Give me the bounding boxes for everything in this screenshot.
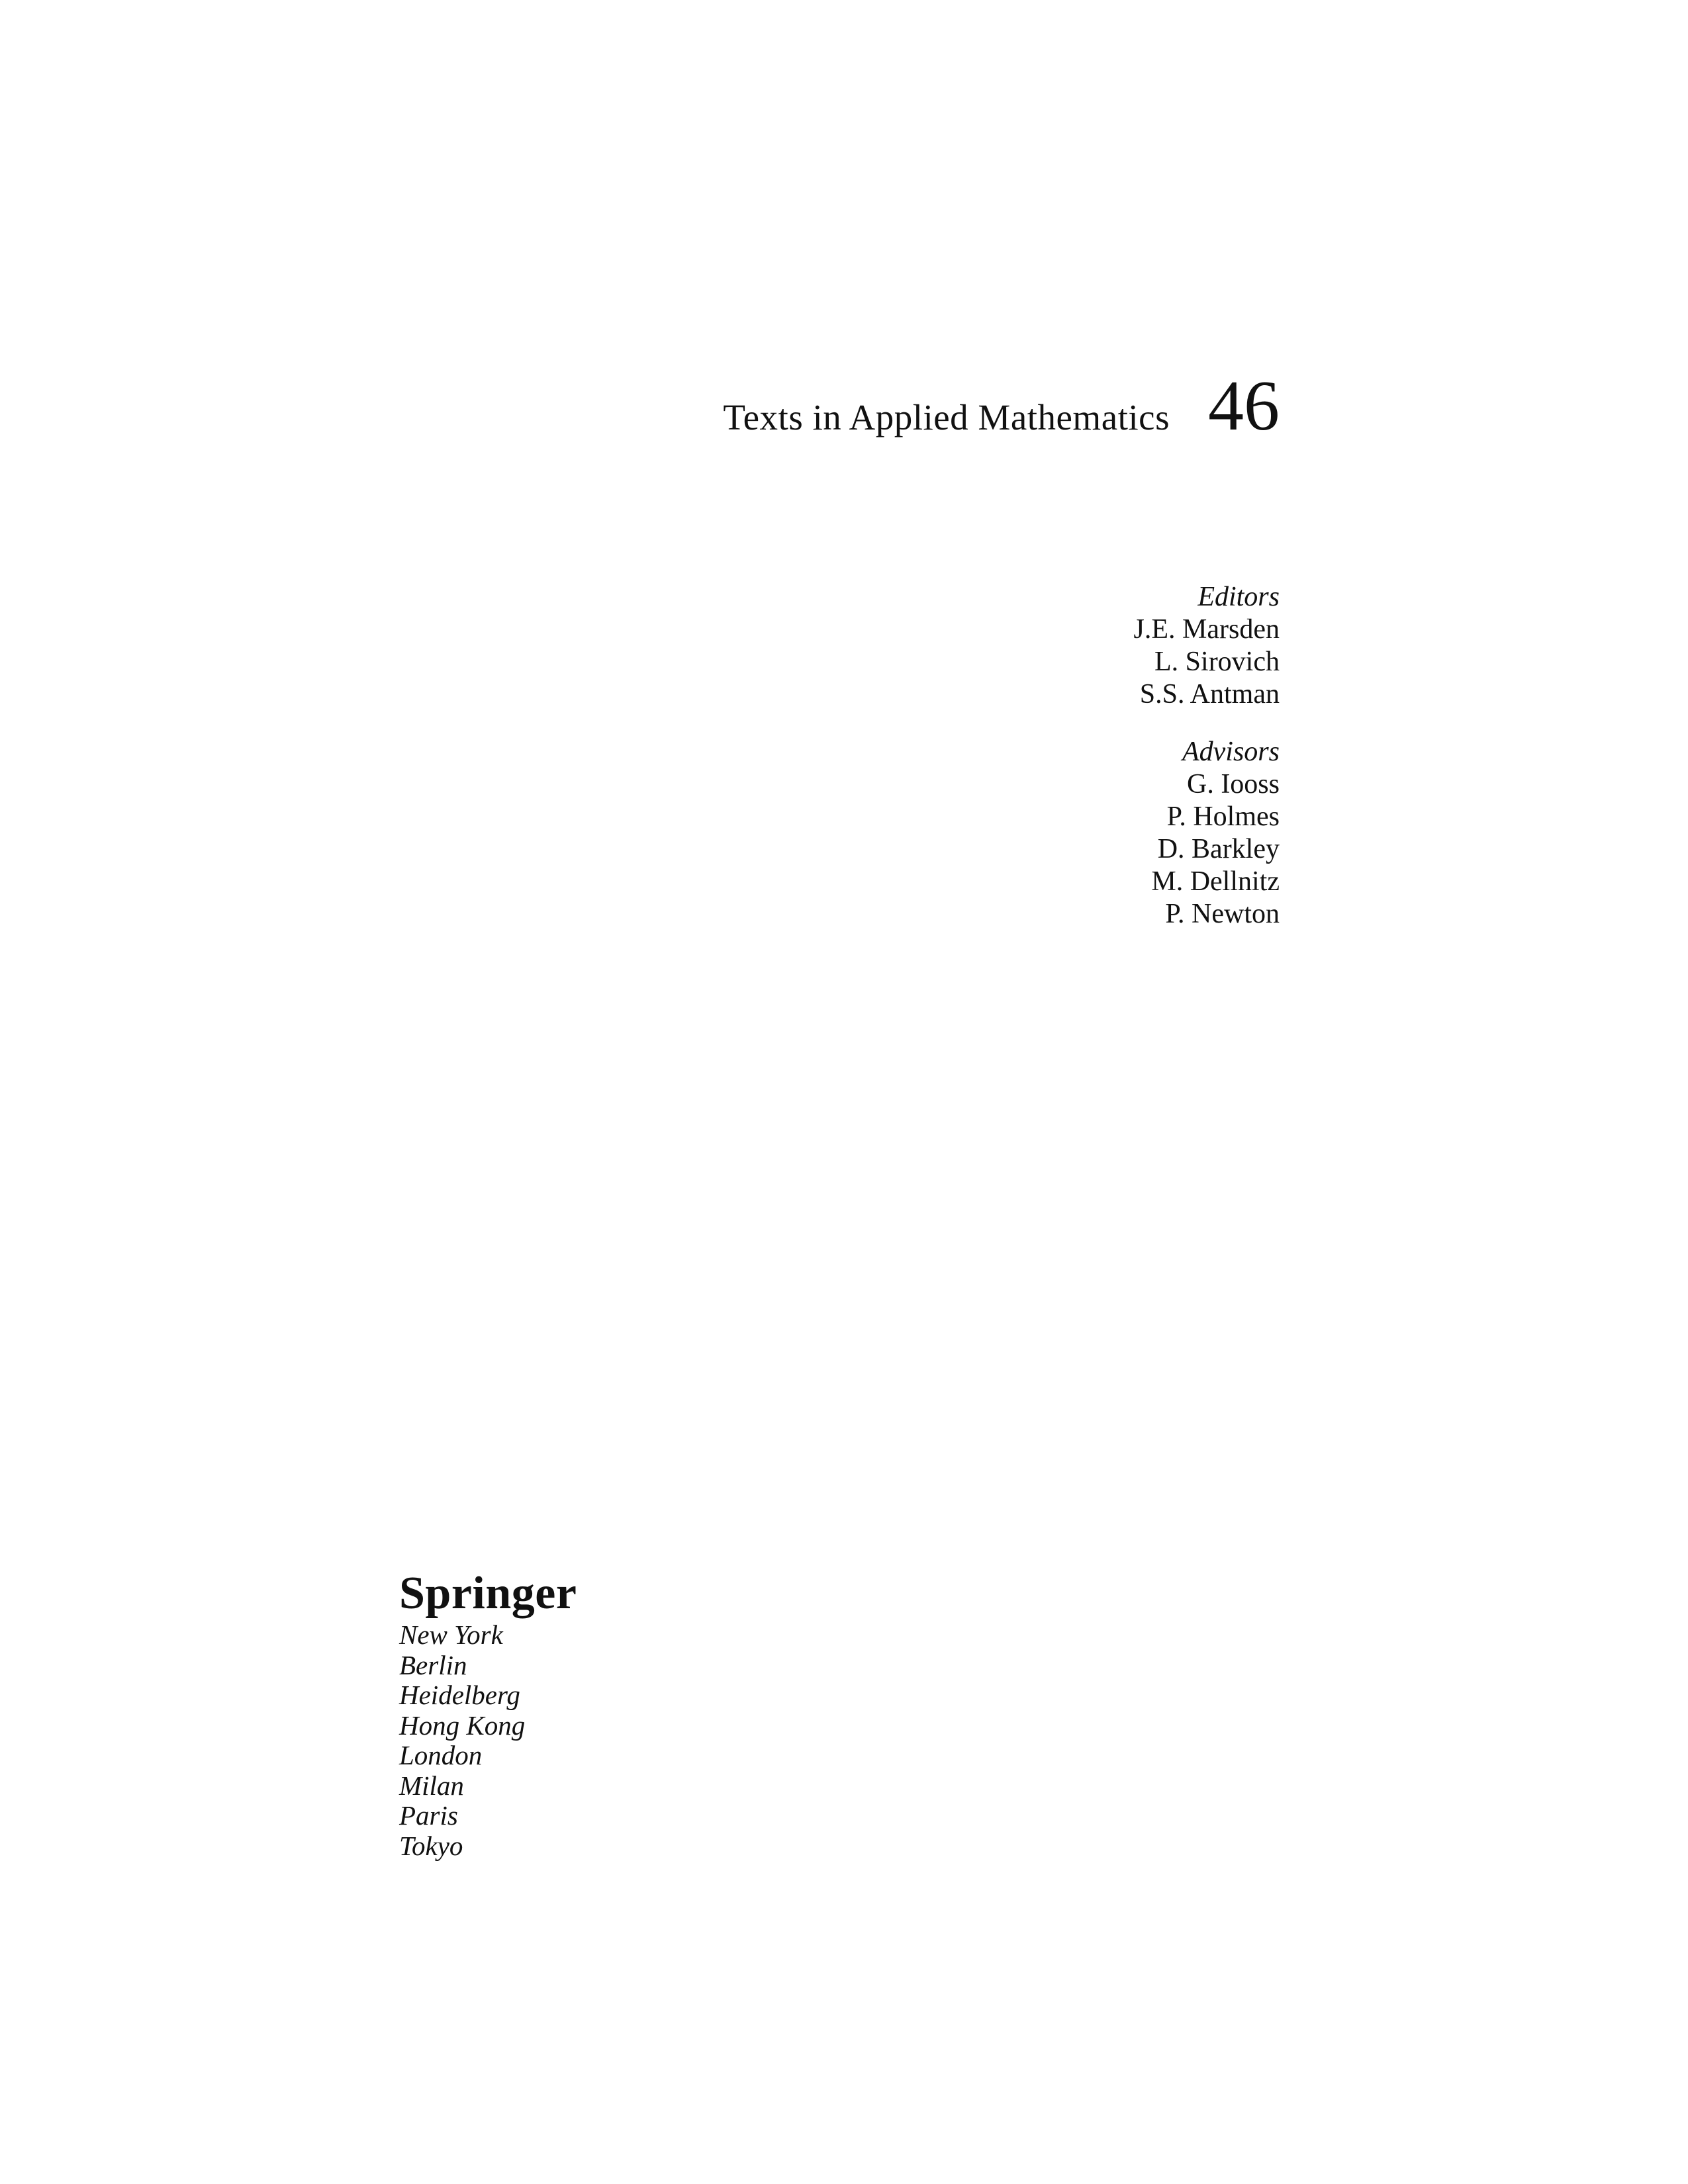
series-volume-number: 46 (1208, 367, 1280, 445)
editor-name: S.S. Antman (1139, 679, 1280, 709)
publisher-city: New York (399, 1619, 503, 1650)
editor-name: L. Sirovich (1154, 647, 1280, 677)
editor-name: J.E. Marsden (1133, 614, 1280, 645)
advisor-name: M. Dellnitz (1151, 866, 1280, 897)
publisher-city: Hong Kong (399, 1709, 526, 1741)
advisors-heading: Advisors (1182, 737, 1280, 767)
publisher-city: Tokyo (399, 1830, 463, 1861)
publisher-city: Heidelberg (399, 1680, 520, 1710)
publisher-block (399, 1567, 577, 1861)
publisher-city: Berlin (399, 1649, 467, 1680)
advisor-name: P. Newton (1165, 899, 1280, 929)
editors-block (1134, 581, 1280, 711)
series-header (723, 367, 1280, 445)
publisher-name: Springer (399, 1568, 577, 1619)
advisors-block (1151, 736, 1280, 931)
advisor-name: D. Barkley (1157, 834, 1280, 864)
editors-heading: Editors (1197, 582, 1280, 612)
series-title: Texts in Applied Mathematics (723, 397, 1170, 437)
publisher-city: Paris (399, 1800, 458, 1831)
publisher-city: London (399, 1740, 483, 1770)
advisor-name: G. Iooss (1186, 769, 1280, 799)
publisher-city: Milan (399, 1770, 464, 1801)
advisor-name: P. Holmes (1166, 801, 1280, 832)
